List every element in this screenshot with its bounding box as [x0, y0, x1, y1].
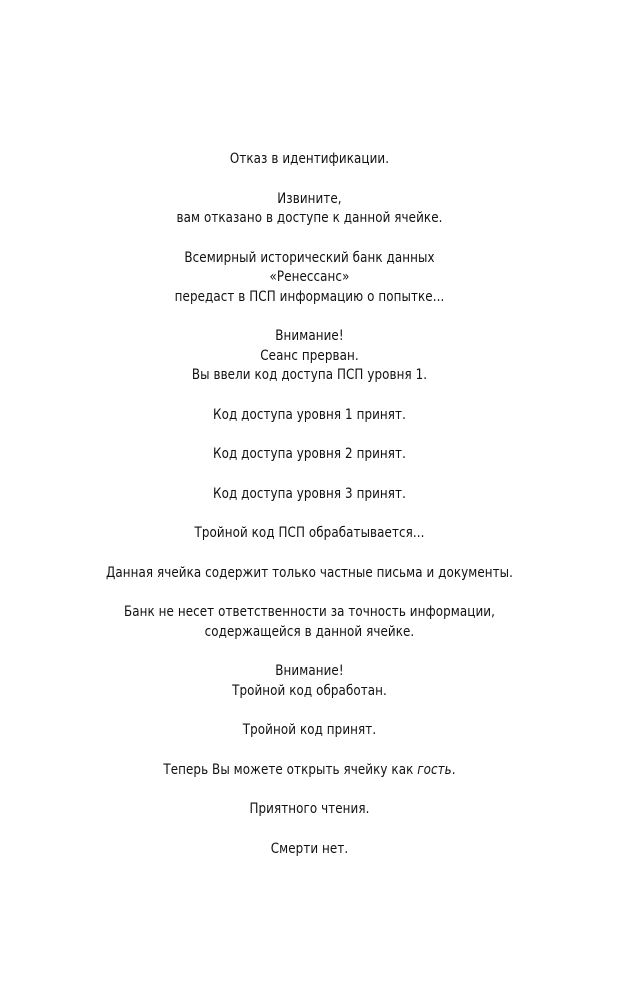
text-line: Отказ в идентификации. [229, 151, 390, 167]
text-line: Код доступа уровня 3 принят. [213, 485, 406, 502]
text-line: Всемирный исторический банк данных [184, 249, 435, 266]
stanza-level-2-accepted [0, 445, 619, 465]
stanza-access-denied [0, 190, 619, 229]
stanza-guest-access [0, 761, 619, 781]
text-line: передаст в ПСП информацию о попытке... [174, 288, 445, 305]
text-line: Приятного чтения. [249, 801, 370, 817]
guest-line-after: . [451, 761, 456, 778]
stanza-level-1-accepted [0, 406, 619, 426]
text-line: вам отказано в доступе к данной ячейке. [176, 210, 443, 226]
stanza-session-interrupted [0, 327, 619, 386]
text-line: Внимание! [275, 663, 344, 679]
text-line: Сеанс прерван. [260, 347, 359, 364]
page-text [0, 150, 619, 879]
text-line: Извините, [277, 190, 342, 207]
stanza-triple-code-accepted [0, 721, 619, 741]
text-line: Смерти нет. [270, 840, 349, 857]
stanza-triple-code-processing [0, 524, 619, 544]
stanza-level-3-accepted [0, 485, 619, 505]
stanza-cell-contents [0, 564, 619, 584]
guest-line-before: Теперь Вы можете открыть ячейку как [163, 761, 418, 778]
text-line: Код доступа уровня 1 принят. [213, 406, 406, 423]
text-line: Тройной код ПСП обрабатывается... [194, 525, 425, 541]
text-line: Внимание! [275, 328, 344, 344]
stanza-no-death [0, 840, 619, 860]
stanza-triple-code-processed [0, 662, 619, 701]
stanza-enjoy-reading [0, 800, 619, 820]
text-line: Вы ввели код доступа ПСП уровня 1. [191, 367, 428, 383]
text-line-guest [50, 761, 570, 781]
guest-word-emphasis: гость [417, 761, 452, 778]
text-line: Банк не несет ответственности за точность информации, [123, 604, 495, 620]
text-line: Тройной код принят. [242, 722, 377, 738]
text-line: «Ренессанс» [269, 269, 350, 285]
stanza-identification-refused [0, 150, 619, 170]
stanza-bank-notice [0, 249, 619, 308]
stanza-disclaimer [0, 603, 619, 642]
text-line: содержащейся в данной ячейке. [204, 623, 415, 640]
text-line: Код доступа уровня 2 принят. [213, 446, 406, 462]
text-line: Данная ячейка содержит только частные письма и документы. [105, 564, 514, 581]
text-line: Тройной код обработан. [232, 682, 387, 699]
